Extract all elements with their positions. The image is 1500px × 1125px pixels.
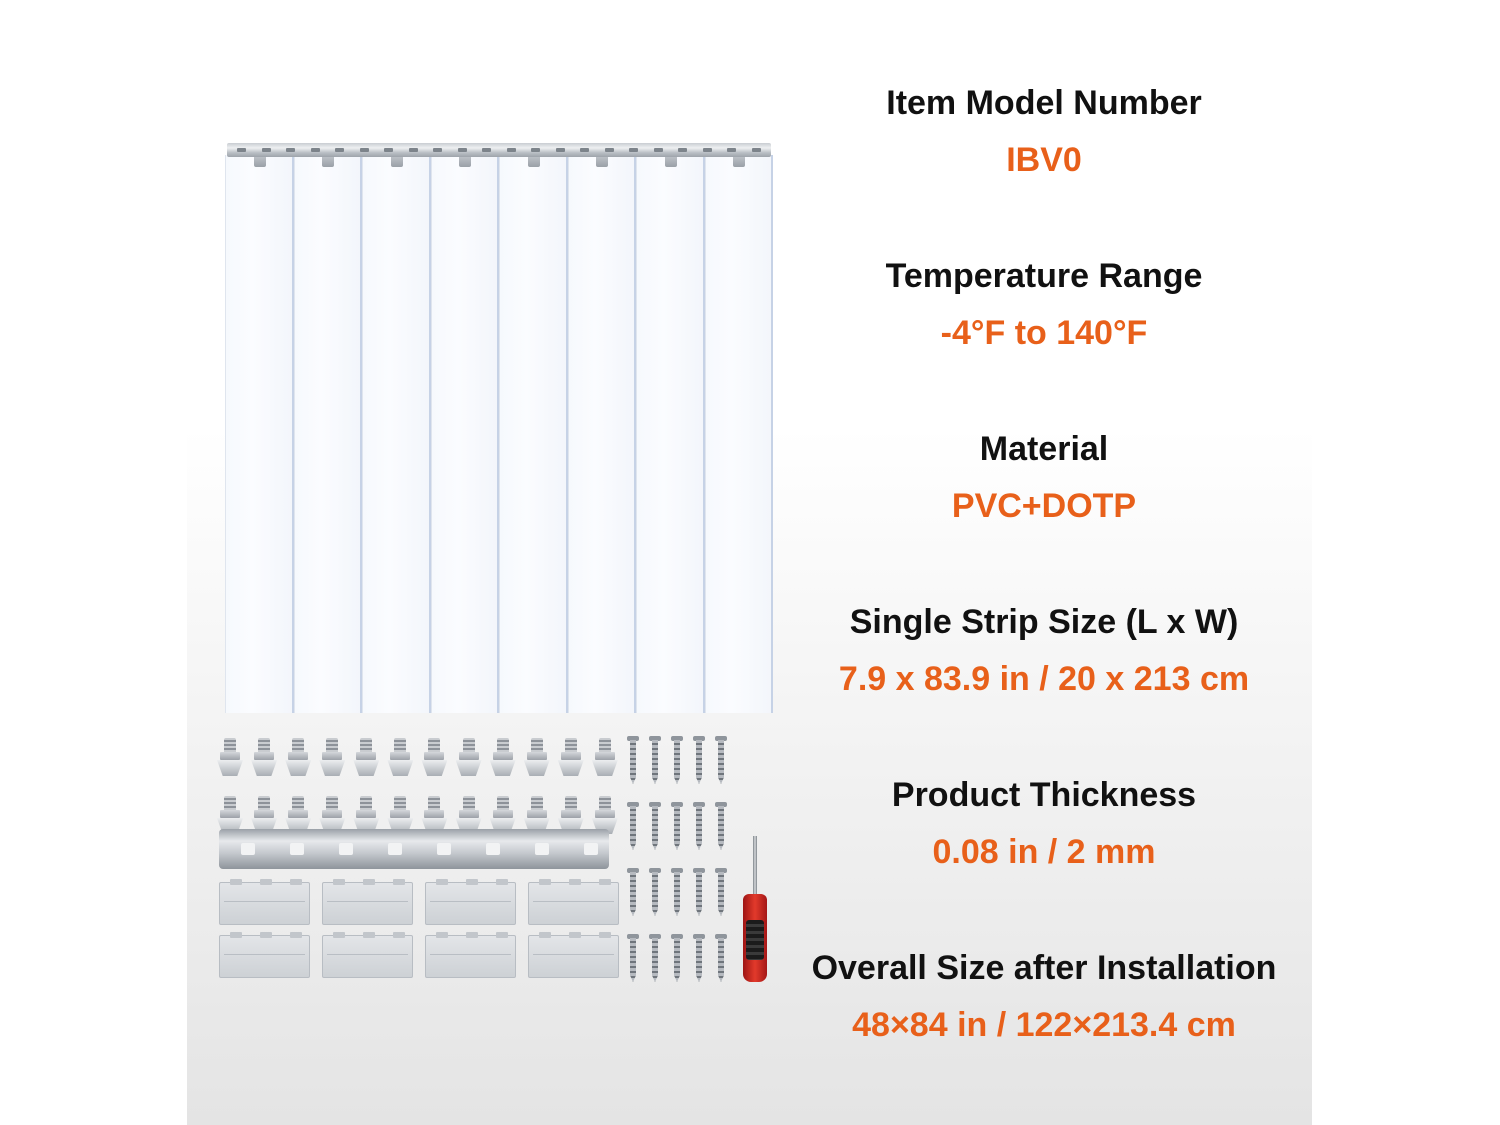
rail-slot bbox=[752, 148, 761, 152]
bolt-icon bbox=[421, 738, 446, 776]
rail-slot bbox=[654, 148, 663, 152]
clamp-tab bbox=[333, 932, 345, 938]
screw-set bbox=[625, 736, 735, 1000]
bolt-nut bbox=[424, 810, 444, 818]
screwdriver-grip bbox=[746, 920, 764, 960]
bolt-nut bbox=[322, 810, 342, 818]
bolt-nut bbox=[595, 810, 615, 818]
screw-icon bbox=[669, 934, 685, 982]
clamp-line bbox=[533, 901, 614, 902]
bolt-nut bbox=[322, 752, 342, 760]
rail-slot bbox=[556, 148, 565, 152]
bolt-nut bbox=[390, 752, 410, 760]
rail-slot bbox=[384, 148, 393, 152]
screw-icon bbox=[669, 802, 685, 850]
bolt-washer bbox=[319, 760, 345, 776]
clamp-plate bbox=[425, 935, 516, 978]
bolt-washer bbox=[524, 760, 550, 776]
bolt-icon bbox=[217, 738, 242, 776]
screw-shank bbox=[718, 872, 724, 916]
clamp-line bbox=[430, 954, 511, 955]
bolt-nut bbox=[459, 752, 479, 760]
bolt-icon bbox=[490, 738, 515, 776]
curtain-illustration bbox=[225, 143, 773, 713]
clamp-tab bbox=[436, 879, 448, 885]
curtain-strip bbox=[294, 155, 363, 713]
screw-icon bbox=[691, 802, 707, 850]
clamp-tab bbox=[599, 879, 611, 885]
clamp-tab bbox=[230, 879, 242, 885]
bolt-washer bbox=[217, 760, 243, 776]
bolt-nut bbox=[595, 752, 615, 760]
rail-slot bbox=[262, 148, 271, 152]
screw-shank bbox=[630, 938, 636, 982]
rail-slot bbox=[311, 148, 320, 152]
screw-shank bbox=[674, 938, 680, 982]
spec-thickness bbox=[789, 774, 1299, 947]
screw-shank bbox=[630, 740, 636, 784]
hanger-notch bbox=[388, 843, 402, 855]
screw-icon bbox=[625, 736, 641, 784]
screw-icon bbox=[625, 802, 641, 850]
screw-shank bbox=[696, 806, 702, 850]
screw-icon bbox=[713, 868, 729, 916]
rail-slot bbox=[703, 148, 712, 152]
screw-shank bbox=[630, 872, 636, 916]
screw-shank bbox=[696, 872, 702, 916]
screw-shank bbox=[652, 740, 658, 784]
rail-slot bbox=[360, 148, 369, 152]
bolt-washer bbox=[456, 760, 482, 776]
clamp-line bbox=[430, 901, 511, 902]
bolt-washer bbox=[251, 760, 277, 776]
screwdriver-shaft bbox=[753, 836, 757, 896]
bolt-washer bbox=[421, 760, 447, 776]
screw-shank bbox=[696, 740, 702, 784]
clamp-row bbox=[219, 935, 629, 978]
screw-shank bbox=[674, 740, 680, 784]
hanger-notch bbox=[584, 843, 598, 855]
clamp-plate bbox=[322, 935, 413, 978]
screw-shank bbox=[696, 938, 702, 982]
spec-material bbox=[789, 428, 1299, 601]
bolt-icon bbox=[524, 738, 549, 776]
bolt-row bbox=[217, 738, 617, 776]
clamp-tab bbox=[539, 879, 551, 885]
screw-row bbox=[625, 736, 735, 784]
clamp-line bbox=[224, 954, 305, 955]
screw-icon bbox=[713, 802, 729, 850]
screw-shank bbox=[718, 740, 724, 784]
clamp-tab bbox=[496, 932, 508, 938]
screw-icon bbox=[691, 736, 707, 784]
clamp-plate bbox=[322, 882, 413, 925]
spec-list bbox=[789, 82, 1299, 1120]
bolt-washer bbox=[558, 760, 584, 776]
screw-shank bbox=[630, 806, 636, 850]
screw-row bbox=[625, 934, 735, 982]
hanger-notch bbox=[535, 843, 549, 855]
bolt-nut bbox=[527, 752, 547, 760]
clamp-tab bbox=[569, 879, 581, 885]
hanger-notch bbox=[437, 843, 451, 855]
rail-slot bbox=[507, 148, 516, 152]
bolt-nut bbox=[561, 810, 581, 818]
screw-row bbox=[625, 802, 735, 850]
curtain-strips bbox=[225, 155, 773, 713]
clamp-tab bbox=[539, 932, 551, 938]
screw-shank bbox=[674, 872, 680, 916]
clamp-plate bbox=[425, 882, 516, 925]
clamp-tab bbox=[260, 932, 272, 938]
clamp-tab bbox=[363, 932, 375, 938]
clamp-set bbox=[219, 882, 629, 988]
bolt-nut bbox=[356, 810, 376, 818]
clamp-tab bbox=[393, 932, 405, 938]
bolt-nut bbox=[288, 810, 308, 818]
curtain-strip bbox=[568, 155, 637, 713]
spec-model-number bbox=[789, 82, 1299, 255]
clamp-plate bbox=[528, 882, 619, 925]
curtain-strip bbox=[225, 155, 294, 713]
clamp-tab bbox=[393, 879, 405, 885]
clamp-tab bbox=[569, 932, 581, 938]
screw-icon bbox=[647, 802, 663, 850]
bolt-nut bbox=[459, 810, 479, 818]
screw-shank bbox=[652, 872, 658, 916]
bolt-nut bbox=[220, 810, 240, 818]
clamp-tab bbox=[466, 932, 478, 938]
bolt-icon bbox=[285, 738, 310, 776]
clamp-line bbox=[224, 901, 305, 902]
screw-icon bbox=[625, 868, 641, 916]
bolt-washer bbox=[285, 760, 311, 776]
screw-icon bbox=[625, 934, 641, 982]
rail-slot bbox=[458, 148, 467, 152]
bolt-icon bbox=[251, 738, 276, 776]
rail-slot bbox=[727, 148, 736, 152]
rail-slot bbox=[678, 148, 687, 152]
screw-icon bbox=[669, 868, 685, 916]
bolt-nut bbox=[493, 810, 513, 818]
screw-shank bbox=[652, 806, 658, 850]
curtain-strip bbox=[499, 155, 568, 713]
bolt-icon bbox=[387, 738, 412, 776]
screw-icon bbox=[691, 934, 707, 982]
clamp-tab bbox=[363, 879, 375, 885]
bolt-washer bbox=[353, 760, 379, 776]
spec-strip-size bbox=[789, 601, 1299, 774]
clamp-tab bbox=[466, 879, 478, 885]
spec-label: Temperature Range bbox=[885, 257, 1203, 295]
screw-icon bbox=[713, 934, 729, 982]
clamp-plate bbox=[528, 935, 619, 978]
clamp-tab bbox=[290, 879, 302, 885]
rail-slot bbox=[629, 148, 638, 152]
bolt-nut bbox=[254, 752, 274, 760]
rail-slot bbox=[580, 148, 589, 152]
bolt-icon bbox=[558, 738, 583, 776]
curtain-strip bbox=[362, 155, 431, 713]
spec-temperature-range bbox=[789, 255, 1299, 428]
bolt-nut bbox=[527, 810, 547, 818]
spec-value: 0.08 in / 2 mm bbox=[932, 833, 1156, 871]
spec-label: Product Thickness bbox=[891, 776, 1197, 814]
bolt-washer bbox=[387, 760, 413, 776]
clamp-plate bbox=[219, 882, 310, 925]
rail-slot bbox=[335, 148, 344, 152]
clamp-line bbox=[327, 954, 408, 955]
clamp-row bbox=[219, 882, 629, 925]
hanger-notch bbox=[339, 843, 353, 855]
clamp-tab bbox=[333, 879, 345, 885]
clamp-tab bbox=[496, 879, 508, 885]
bolt-washer bbox=[490, 760, 516, 776]
screw-icon bbox=[647, 868, 663, 916]
bolt-nut bbox=[220, 752, 240, 760]
clamp-tab bbox=[599, 932, 611, 938]
mounting-rail bbox=[227, 143, 771, 157]
clamp-tab bbox=[230, 932, 242, 938]
bolt-nut bbox=[356, 752, 376, 760]
spec-label: Single Strip Size (L x W) bbox=[849, 603, 1239, 641]
screw-icon bbox=[691, 868, 707, 916]
clamp-plate bbox=[219, 935, 310, 978]
hanger-notch bbox=[486, 843, 500, 855]
bolt-icon bbox=[456, 738, 481, 776]
bolt-washer bbox=[592, 760, 618, 776]
bolt-nut bbox=[561, 752, 581, 760]
rail-slot bbox=[237, 148, 246, 152]
curtain-strip bbox=[705, 155, 774, 713]
bolt-nut bbox=[424, 752, 444, 760]
clamp-tab bbox=[260, 879, 272, 885]
curtain-strip bbox=[636, 155, 705, 713]
hanger-bar bbox=[219, 829, 609, 869]
bolt-nut bbox=[493, 752, 513, 760]
screw-icon bbox=[647, 934, 663, 982]
spec-value: -4°F to 140°F bbox=[940, 314, 1148, 352]
spec-value: 7.9 x 83.9 in / 20 x 213 cm bbox=[838, 660, 1250, 698]
rail-slot bbox=[531, 148, 540, 152]
screw-shank bbox=[652, 938, 658, 982]
rail-slot bbox=[433, 148, 442, 152]
spec-label: Item Model Number bbox=[886, 84, 1202, 122]
spec-value: IBV0 bbox=[1006, 141, 1082, 179]
bolt-nut bbox=[288, 752, 308, 760]
hanger-notch bbox=[241, 843, 255, 855]
screw-icon bbox=[669, 736, 685, 784]
rail-slot bbox=[409, 148, 418, 152]
clamp-tab bbox=[290, 932, 302, 938]
bolt-nut bbox=[254, 810, 274, 818]
rail-slot bbox=[482, 148, 491, 152]
spec-value: PVC+DOTP bbox=[951, 487, 1137, 525]
bolt-icon bbox=[592, 738, 617, 776]
rail-slot bbox=[605, 148, 614, 152]
screw-shank bbox=[718, 938, 724, 982]
clamp-line bbox=[533, 954, 614, 955]
screw-icon bbox=[713, 736, 729, 784]
spec-value: 48×84 in / 122×213.4 cm bbox=[852, 1006, 1236, 1044]
bolt-nut bbox=[390, 810, 410, 818]
rail-slot bbox=[286, 148, 295, 152]
spec-label: Material bbox=[979, 430, 1109, 468]
screw-row bbox=[625, 868, 735, 916]
screw-icon bbox=[647, 736, 663, 784]
product-panel bbox=[187, 0, 1312, 1125]
bolt-icon bbox=[353, 738, 378, 776]
screw-shank bbox=[718, 806, 724, 850]
hanger-notch bbox=[290, 843, 304, 855]
screw-shank bbox=[674, 806, 680, 850]
spec-overall-size bbox=[789, 947, 1299, 1120]
bolt-icon bbox=[319, 738, 344, 776]
clamp-line bbox=[327, 901, 408, 902]
screwdriver-icon bbox=[743, 836, 767, 982]
clamp-tab bbox=[436, 932, 448, 938]
curtain-strip bbox=[431, 155, 500, 713]
spec-label: Overall Size after Installation bbox=[811, 949, 1277, 987]
